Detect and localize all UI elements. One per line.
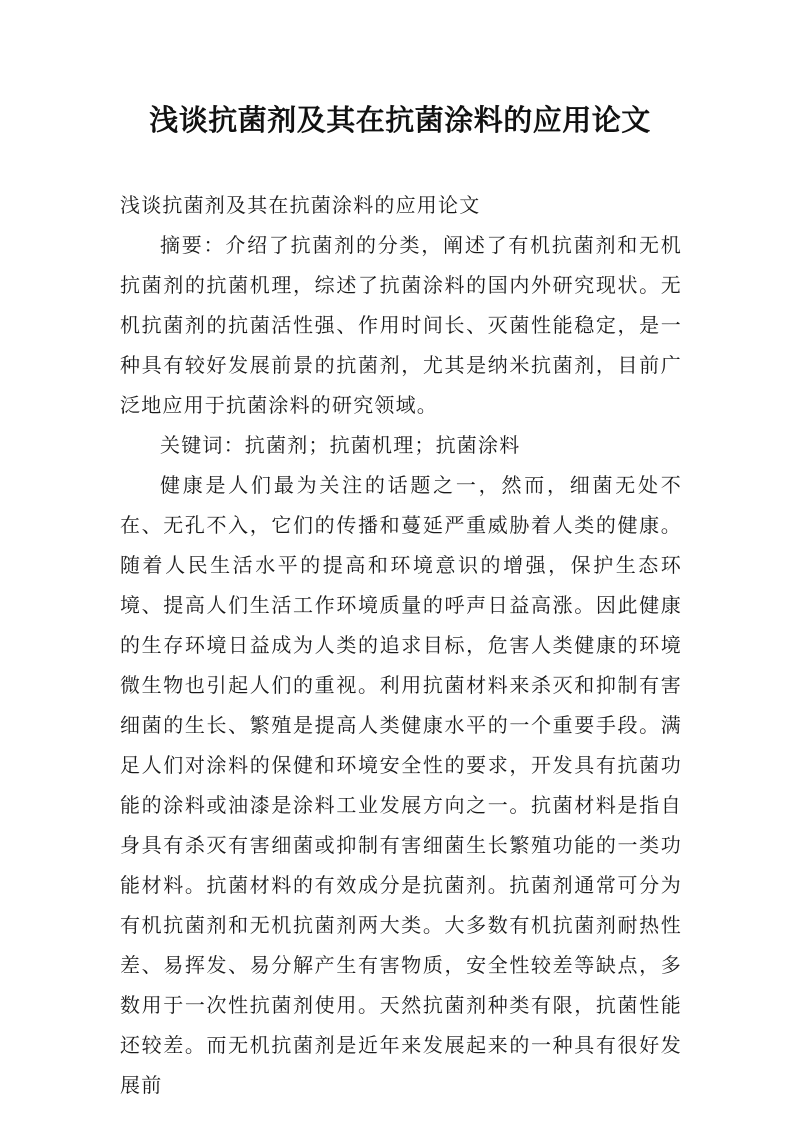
abstract-paragraph: 摘要：介绍了抗菌剂的分类，阐述了有机抗菌剂和无机抗菌剂的抗菌机理，综述了抗菌涂料的国内外研究现状。无机抗菌剂的抗菌活性强、作用时间长、灭菌性能稳定，是一种具有较好发展前景的抗菌剂，尤其是纳米抗菌剂，目前广泛地应用于抗菌涂料的研究领域。: [120, 233, 682, 417]
document-subtitle: 浅谈抗菌剂及其在抗菌涂料的应用论文: [120, 193, 481, 217]
body-paragraph: 健康是人们最为关注的话题之一，然而，细菌无处不在、无孔不入，它们的传播和蔓延严重威胁着人类的健康。随着人民生活水平的提高和环境意识的增强，保护生态环境、提高人们生活工作环境质量的呼声日益高涨。因此健康的生存环境日益成为人类的追求目标，危害人类健康的环境微生物也引起人们的重视。利用抗菌材料来杀灭和抑制有害细菌的生长、繁殖是提高人类健康水平的一个重要手段。满足人们对涂料的保健和环境安全性的要求，开发具有抗菌功能的涂料或油漆是涂料工业发展方向之一。抗菌材料是指自身具有杀灭有害细菌或抑制有害细菌生长繁殖功能的一类功能材料。抗菌材料的有效成分是抗菌剂。抗菌剂通常可分为有机抗菌剂和无机抗菌剂两大类。大多数有机抗菌剂耐热性差、易挥发、易分解产生有害物质，安全性较差等缺点，多数用于一次性抗菌剂使用。天然抗菌剂种类有限，抗菌性能还较差。而无机抗菌剂是近年来发展起来的一种具有很好发展前: [120, 473, 682, 1097]
keywords-line: 关键词：抗菌剂；抗菌机理；抗菌涂料: [160, 433, 521, 457]
document-body: [120, 185, 682, 1105]
document-title: 浅谈抗菌剂及其在抗菌涂料的应用论文: [149, 103, 651, 137]
